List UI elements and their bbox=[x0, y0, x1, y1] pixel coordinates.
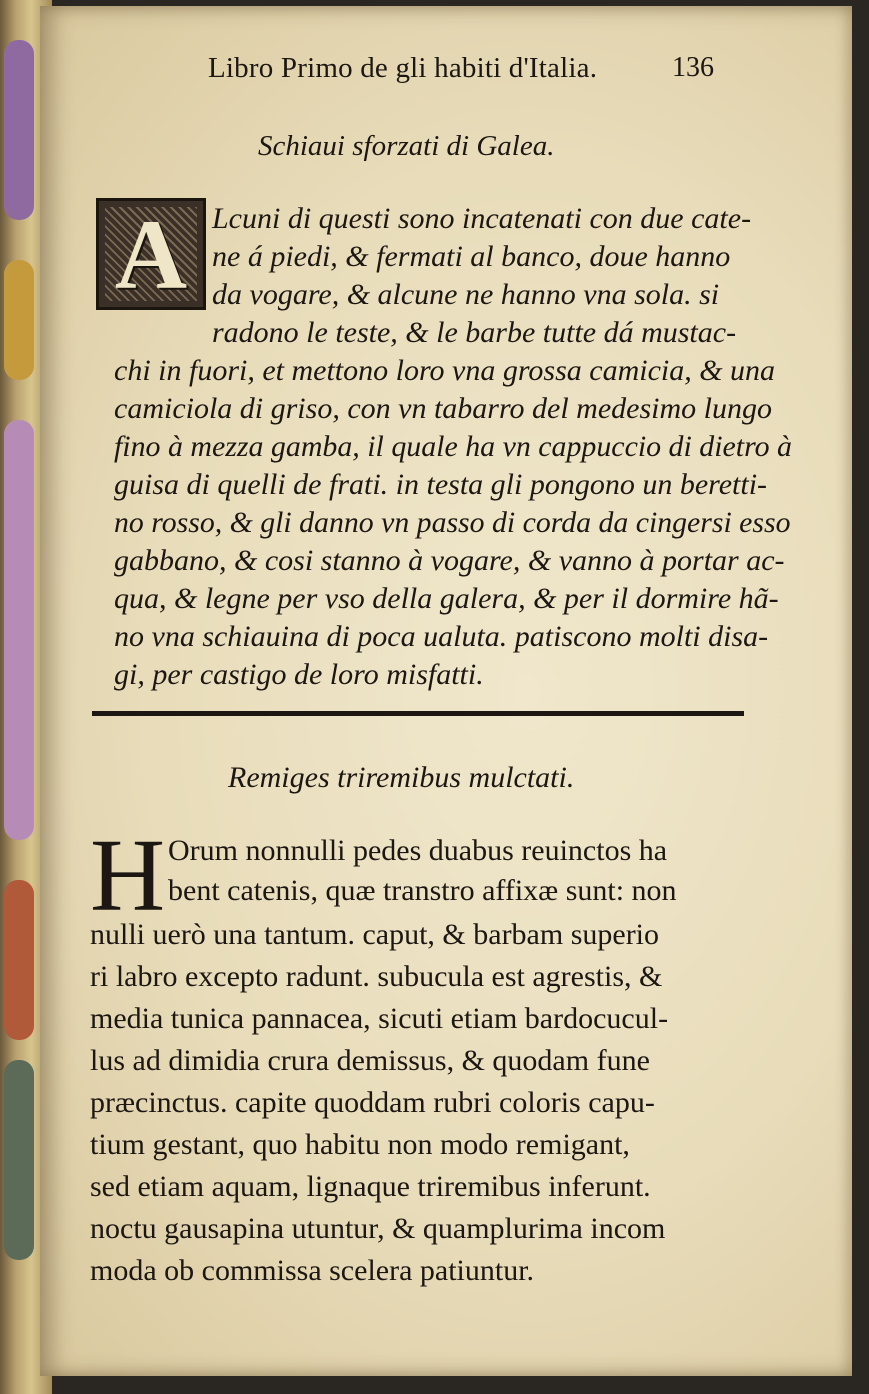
latin-line: noctu gausapina utuntur, & quamplurima incom bbox=[90, 1212, 666, 1245]
running-head: Libro Primo de gli habiti d'Italia. bbox=[208, 52, 598, 84]
latin-line: præcinctus. capite quoddam rubri coloris capu- bbox=[90, 1086, 655, 1119]
latin-line: bent catenis, quæ transtro affixæ sunt: non bbox=[168, 874, 677, 907]
decorated-initial bbox=[96, 198, 206, 310]
latin-line: lus ad dimidia crura demissus, & quodam fune bbox=[90, 1044, 650, 1077]
page-number: 136 bbox=[672, 52, 714, 83]
italian-line: fino à mezza gamba, il quale ha vn cappuccio di dietro à bbox=[114, 430, 792, 463]
italian-line: ne á piedi, & fermati al banco, doue hanno bbox=[212, 240, 731, 273]
latin-section-title: Remiges triremibus mulctati. bbox=[228, 761, 575, 794]
ornament-strip bbox=[4, 880, 34, 1040]
latin-line: nulli uerò una tantum. caput, & barbam superio bbox=[90, 918, 660, 951]
italian-line: camiciola di griso, con vn tabarro del medesimo lungo bbox=[114, 392, 772, 425]
latin-line: sed etiam aquam, lignaque triremibus inferunt. bbox=[90, 1170, 651, 1203]
italian-line: gabbano, & cosi stanno à vogare, & vanno à portar ac- bbox=[114, 544, 785, 577]
italian-line: no vna schiauina di poca ualuta. patiscono molti disa- bbox=[114, 620, 769, 653]
italian-line: Lcuni di questi sono incatenati con due cate- bbox=[212, 202, 752, 235]
section-divider bbox=[92, 711, 744, 716]
ornament-strip bbox=[4, 260, 34, 380]
latin-line: moda ob commissa scelera patiuntur. bbox=[90, 1254, 535, 1287]
italian-line: da vogare, & alcune ne hanno vna sola. si bbox=[212, 278, 720, 311]
ornament-strip bbox=[4, 420, 34, 840]
ornament-strip bbox=[4, 1060, 34, 1260]
drop-cap-letter: A bbox=[114, 198, 188, 310]
italian-line: no rosso, & gli danno vn passo di corda da cingersi esso bbox=[114, 506, 791, 539]
italian-line: guisa di quelli de frati. in testa gli pongono un beretti- bbox=[114, 468, 768, 501]
latin-line: media tunica pannacea, sicuti etiam bardocucul- bbox=[90, 1002, 669, 1035]
italian-line: chi in fuori, et mettono loro vna grossa camicia, & una bbox=[114, 354, 776, 387]
latin-line: tium gestant, quo habitu non modo remigant, bbox=[90, 1128, 630, 1161]
drop-cap-letter: H bbox=[90, 818, 166, 933]
latin-line: Orum nonnulli pedes duabus reuinctos ha bbox=[168, 834, 668, 867]
italian-section-title: Schiaui sforzati di Galea. bbox=[258, 130, 555, 162]
italian-line: radono le teste, & le barbe tutte dá mustac- bbox=[212, 316, 737, 349]
italian-line: gi, per castigo de loro misfatti. bbox=[114, 658, 484, 691]
ornament-strip bbox=[4, 40, 34, 220]
book-page bbox=[40, 6, 852, 1376]
latin-line: ri labro excepto radunt. subucula est agrestis, & bbox=[90, 960, 663, 993]
italian-line: qua, & legne per vso della galera, & per il dormire hã- bbox=[114, 582, 779, 615]
